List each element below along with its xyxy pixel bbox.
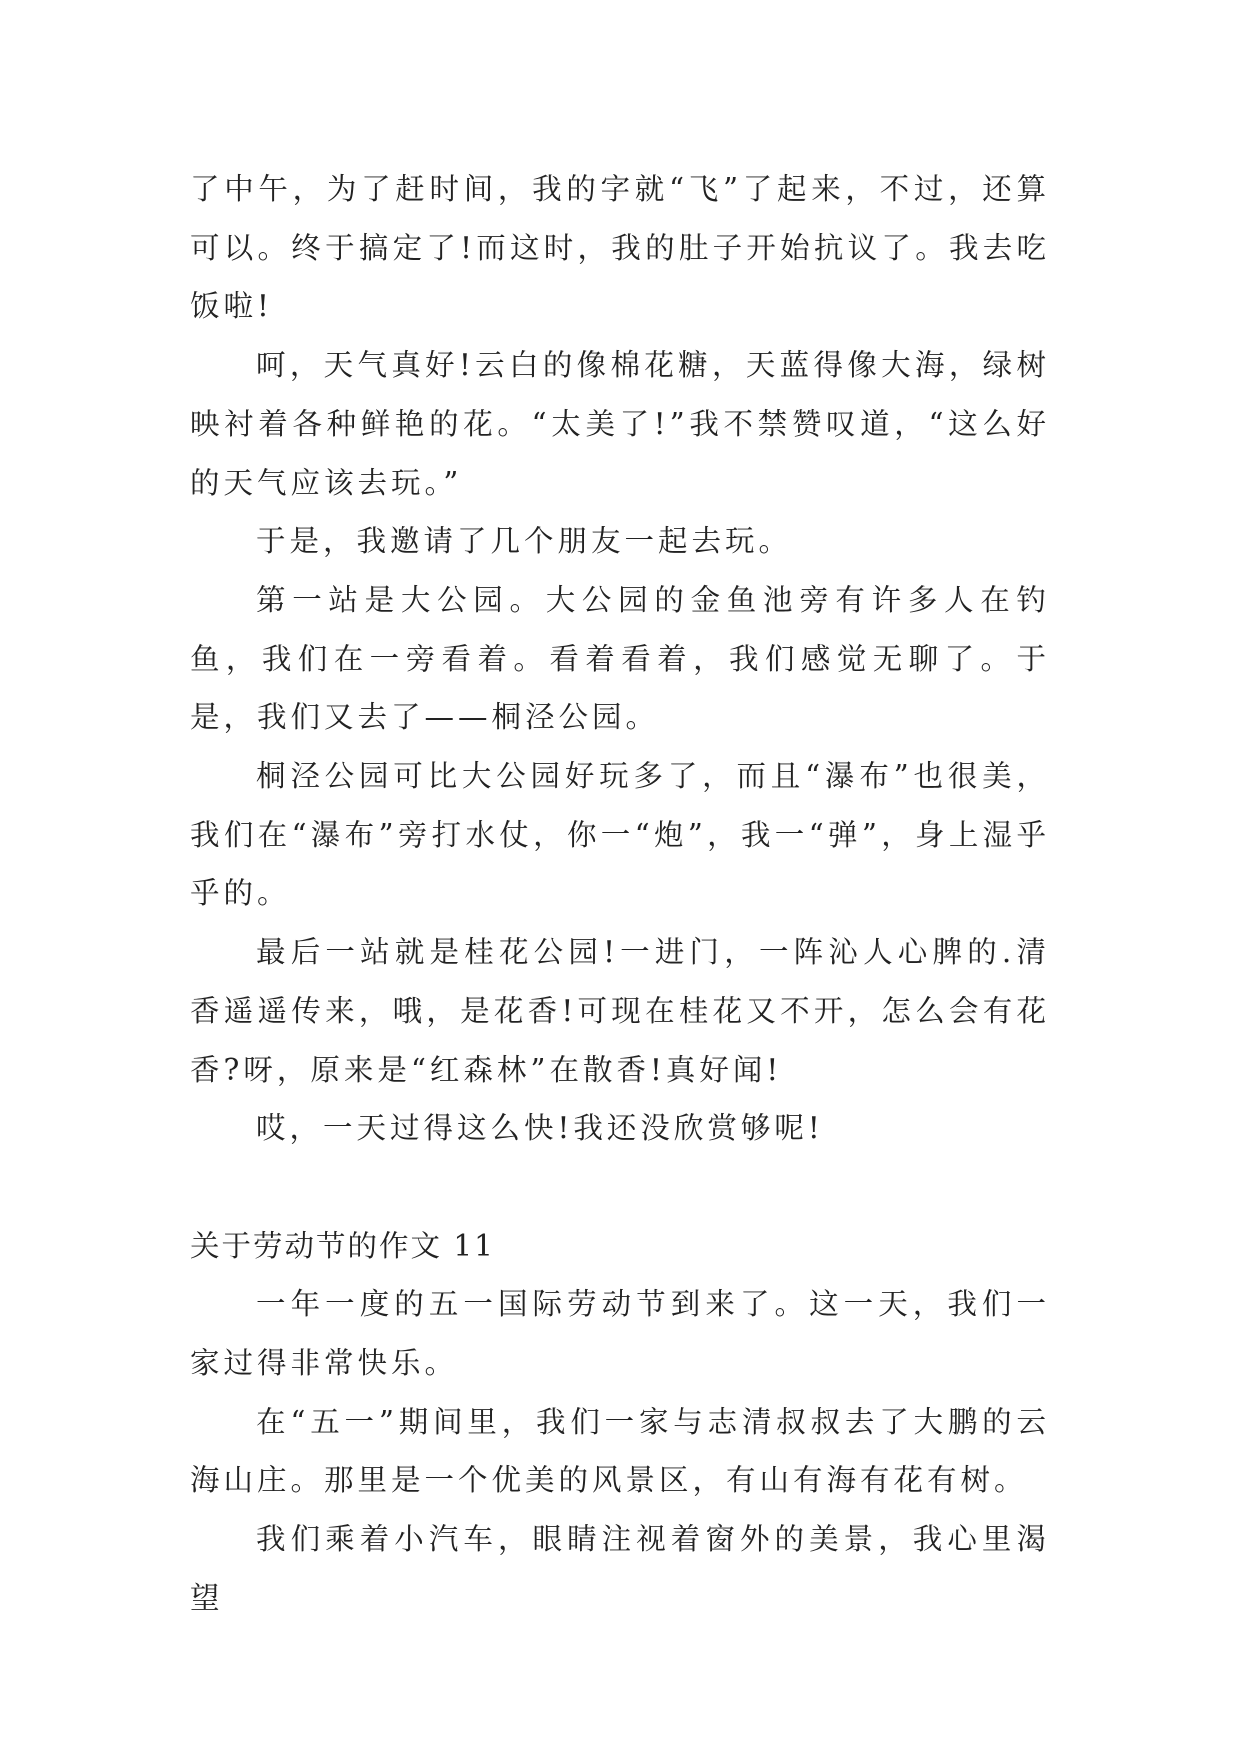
paragraph-osmanthus-park: 最后一站就是桂花公园!一进门，一阵沁人心脾的.清香遥遥传来，哦，是花香!可现在桂花又不开，怎么会有花香?呀，原来是“红森林”在散香!真好闻! <box>190 935 1050 1087</box>
paragraph-labor-day: 一年一度的五一国际劳动节到来了。这一天，我们一家过得非常快乐。 <box>190 1287 1050 1381</box>
paragraph-trip: 在“五一”期间里，我们一家与志清叔叔去了大鹏的云海山庄。那里是一个优美的风景区，有山有海有花有树。 <box>190 1404 1050 1498</box>
paragraph-day-ends: 哎，一天过得这么快!我还没欣赏够呢! <box>256 1111 824 1146</box>
section-gap <box>190 1158 1050 1217</box>
paragraph-continued: 了中午，为了赶时间，我的字就“飞”了起来，不过，还算可以。终于搞定了!而这时，我的肚子开始抗议了。我去吃饭啦! <box>190 172 1050 324</box>
paragraph-weather: 呵，天气真好!云白的像棉花糖，天蓝得像大海，绿树映衬着各种鲜艳的花。“太美了!”我不禁赞叹道，“这么好的天气应该去玩。” <box>190 348 1050 500</box>
paragraph-car-ride: 我们乘着小汽车，眼睛注视着窗外的美景，我心里渴望 <box>190 1522 1050 1615</box>
paragraph-tongjing-park: 桐泾公园可比大公园好玩多了，而且“瀑布”也很美，我们在“瀑布”旁打水仗，你一“炮”，我一“弹”，身上湿乎乎的。 <box>190 759 1050 911</box>
section-title: 关于劳动节的作文 11 <box>190 1228 495 1263</box>
paragraph-invite-friends: 于是，我邀请了几个朋友一起去玩。 <box>256 524 793 559</box>
paragraph-first-stop: 第一站是大公园。大公园的金鱼池旁有许多人在钓鱼，我们在一旁看着。看着看着，我们感觉无聊了。于是，我们又去了——桐泾公园。 <box>190 582 1050 735</box>
document-body <box>190 160 1050 1628</box>
